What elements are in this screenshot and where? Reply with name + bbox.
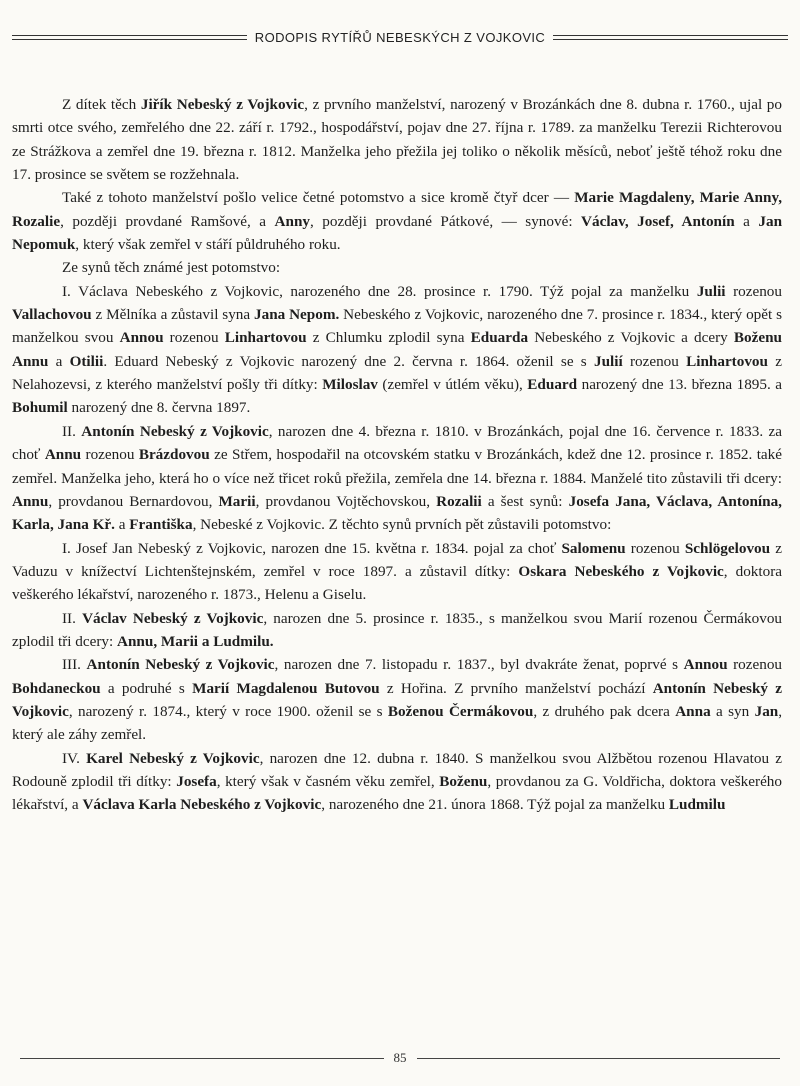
text-run: III. — [62, 656, 87, 674]
paragraph — [12, 420, 782, 537]
footer-rule-left — [20, 1058, 384, 1059]
text-run: , který ale záhy zemřel. — [12, 702, 783, 744]
text-run: I. Josef Jan Nebeský z Vojkovic, narozen dne 15. května r. 1834. pojal za choť — [62, 539, 562, 557]
name-emphasis: Julií — [593, 352, 623, 370]
text-run: Také z tohoto manželství pošlo velice četné potomstvo a sice kromě čtyř dcer — — [62, 189, 575, 207]
name-emphasis: Eduard — [527, 376, 578, 394]
text-run: , z druhého pak dcera — [533, 702, 676, 720]
name-emphasis: Josefa — [176, 772, 217, 790]
name-emphasis: Otilii — [69, 352, 104, 370]
text-run: , který však v časném věku zemřel, — [216, 772, 440, 790]
text-run: a šest synů: — [481, 492, 569, 510]
text-run: narozený dne 13. března 1895. a — [577, 376, 783, 394]
text-run: II. — [62, 609, 83, 627]
text-run: z Nelahozevsi, z kterého manželství pošly tři dítky: — [12, 352, 782, 394]
text-run: z Chlumku zplodil syna — [306, 329, 471, 347]
paragraph — [12, 93, 782, 186]
header-rule-left — [12, 35, 247, 40]
text-run: rozenou — [625, 539, 685, 557]
paragraph — [12, 256, 782, 279]
text-run: , narozen dne 7. listopadu r. 1837., byl dvakráte ženat, poprvé s — [274, 656, 684, 674]
name-emphasis: Oskara Nebeského z Vojkovic — [518, 562, 724, 580]
name-emphasis: Jan Nepomuk — [12, 212, 783, 254]
name-emphasis: Annou — [119, 329, 164, 347]
header-rule-right — [553, 35, 788, 40]
name-emphasis: Antonín Nebeský z Vojkovic — [12, 679, 782, 720]
paragraph — [12, 653, 782, 746]
text-run: ze Střem, hospodařil na otcovském statku v Brozánkách, kdež dne 12. prosince r. 1852. také zemřel. Manželka jeho, která ho o více než třicet roků přežila, zemřela dne 14. března r. 1884. Manželé tito zůstavili tři dcery: — [12, 446, 782, 487]
text-run: rozenou — [622, 352, 687, 370]
text-run: rozenou — [725, 282, 782, 300]
text-run: Nebeského z Vojkovic a dcery — [528, 329, 734, 347]
page-footer — [20, 1050, 780, 1066]
text-run: , z prvního manželství, narozený v Brozánkách dne 8. dubna r. 1760., ujal po smrti otce svého, zemřelého dne 22. září r. 1792., hospodářství, pojav dne 27. října r. 1789. za manželku Terezii Richterovou ze Strážkova a zemřel dne 19. března r. 1812. Manželka jeho přežila jej toliko o několik měsíců, neboť ještě téhož roku dne 17. prosince se světem se rozžehnala. — [12, 96, 782, 184]
header-title: RODOPIS RYTÍŘŮ NEBESKÝCH Z VOJKOVIC — [254, 30, 546, 45]
name-emphasis: Josefa Jana, Václava, Antonína, Karla, Jana Kř. — [12, 492, 782, 534]
name-emphasis: Marie Magdaleny, Marie Anny, Rozalie — [12, 189, 782, 230]
text-run: , doktora veškerého lékařství, narozeného r. 1873., Helenu a Giselu. — [12, 562, 782, 604]
name-emphasis: Julii — [696, 282, 726, 300]
name-emphasis: Karel Nebeský z Vojkovic — [86, 749, 260, 767]
name-emphasis: Marii — [218, 492, 256, 510]
paragraph — [12, 186, 782, 256]
text-run: , později provdané Ramšové, a — [60, 212, 275, 230]
text-run: a podruhé s — [100, 679, 193, 697]
name-emphasis: Vallachovou — [12, 306, 92, 324]
text-run: a — [48, 352, 70, 370]
text-run: . Eduard Nebeský z Vojkovic narozený dne 2. června r. 1864. oženil se s — [103, 352, 594, 370]
text-run: z Vaduzu v knížectví Lichtenštejnském, zemřel v roce 1897. a zůstavil dítky: — [12, 539, 782, 580]
text-run: I. Václava Nebeského z Vojkovic, narozeného dne 28. prosince r. 1790. Týž pojal za manželku — [62, 282, 697, 300]
paragraph — [12, 537, 782, 607]
text-run: a syn — [710, 702, 755, 720]
name-emphasis: Salomenu — [561, 539, 626, 557]
name-emphasis: Boženou Čermákovou — [387, 702, 534, 720]
text-run: Z dítek těch — [62, 96, 141, 113]
name-emphasis: Jana Nepom. — [254, 306, 340, 324]
name-emphasis: Boženu — [439, 772, 488, 790]
name-emphasis: Bohumil — [12, 399, 68, 417]
text-run: z Mělníka a zůstavil syna — [91, 306, 254, 324]
name-emphasis: Annou — [683, 656, 728, 674]
text-run: Nebeského z Vojkovic, narozeného dne 7. prosince r. 1834., který opět s manželkou svou — [12, 306, 782, 347]
text-run: , Nebeské z Vojkovic. Z těchto synů prvních pět zůstavili potomstvo: — [192, 516, 612, 534]
name-emphasis: Boženu Annu — [12, 329, 782, 370]
name-emphasis: Anny — [274, 212, 310, 230]
text-run: rozenou — [81, 446, 139, 464]
paragraph — [12, 607, 782, 654]
paragraph — [12, 747, 782, 817]
text-run: , který však zemřel v stáří půldruhého roku. — [75, 236, 341, 254]
text-run: IV. — [62, 749, 87, 767]
name-emphasis: Václav, Josef, Antonín — [581, 212, 735, 230]
text-run: , provdanou Vojtěchovskou, — [255, 492, 437, 510]
page-number: 85 — [393, 1050, 407, 1065]
text-run: narozený dne 8. června 1897. — [67, 399, 251, 417]
text-run: , narozen dne 5. prosince r. 1835., s manželkou svou Marií rozenou Čermákovou zplodil tři dcery: — [12, 609, 783, 650]
name-emphasis: Antonín Nebeský z Vojkovic — [86, 656, 275, 674]
name-emphasis: Linhartovou — [686, 352, 768, 370]
name-emphasis: Annu — [44, 446, 82, 464]
name-emphasis: Anna — [675, 702, 711, 720]
name-emphasis: Annu, Marii a Ludmilu. — [117, 632, 274, 650]
name-emphasis: Václav Nebeský z Vojkovic — [82, 609, 264, 627]
name-emphasis: Schlögelovou — [684, 539, 771, 557]
paragraph — [12, 280, 782, 420]
text-run: Ze synů těch známé jest potomstvo: — [62, 259, 281, 277]
text-run: , později provdané Pátkové, — synové: — [310, 212, 582, 230]
name-emphasis: Rozalii — [436, 492, 482, 510]
name-emphasis: Annu — [12, 492, 49, 510]
text-run: a — [734, 212, 759, 230]
text-run: (zemřel v útlém věku), — [377, 376, 528, 394]
text-run: , narozen dne 4. března r. 1810. v Brozánkách, pojal dne 16. července r. 1833. za choť — [12, 422, 782, 464]
name-emphasis: Bohdaneckou — [12, 679, 101, 697]
text-run: , provdanou Bernardovou, — [48, 492, 219, 510]
text-run: , narozeného dne 21. února 1868. Týž pojal za manželku — [321, 796, 669, 814]
text-run: z Hořina. Z prvního manželství pochází — [379, 679, 653, 697]
text-run: , provdanou za G. Voldřicha, doktora veškerého lékařství, a — [12, 772, 782, 814]
name-emphasis: Eduarda — [470, 329, 529, 347]
name-emphasis: Brázdovou — [138, 446, 210, 464]
body-text — [12, 93, 782, 817]
text-run: a — [114, 516, 130, 534]
text-run: , narozen dne 12. dubna r. 1840. S manželkou svou Alžbětou rozenou Hlavatou z Rodouně zplodil tři dítky: — [12, 749, 782, 790]
text-run: rozenou — [727, 656, 783, 674]
footer-rule-right — [417, 1058, 781, 1059]
name-emphasis: Ludmilu — [668, 796, 726, 814]
name-emphasis: Františka — [129, 516, 193, 534]
text-run: rozenou — [163, 329, 225, 347]
name-emphasis: Jiřík Nebeský z Vojkovic — [140, 96, 305, 113]
name-emphasis: Miloslav — [322, 376, 378, 394]
name-emphasis: Václava Karla Nebeského z Vojkovic — [82, 796, 322, 814]
text-run: II. — [62, 422, 82, 440]
running-header — [12, 30, 788, 45]
name-emphasis: Jan — [754, 702, 779, 720]
name-emphasis: Linhartovou — [224, 329, 307, 347]
text-run: , narozený r. 1874., který v roce 1900. oženil se s — [68, 702, 388, 720]
name-emphasis: Marií Magdalenou Butovou — [192, 679, 380, 697]
name-emphasis: Antonín Nebeský z Vojkovic — [81, 422, 269, 440]
